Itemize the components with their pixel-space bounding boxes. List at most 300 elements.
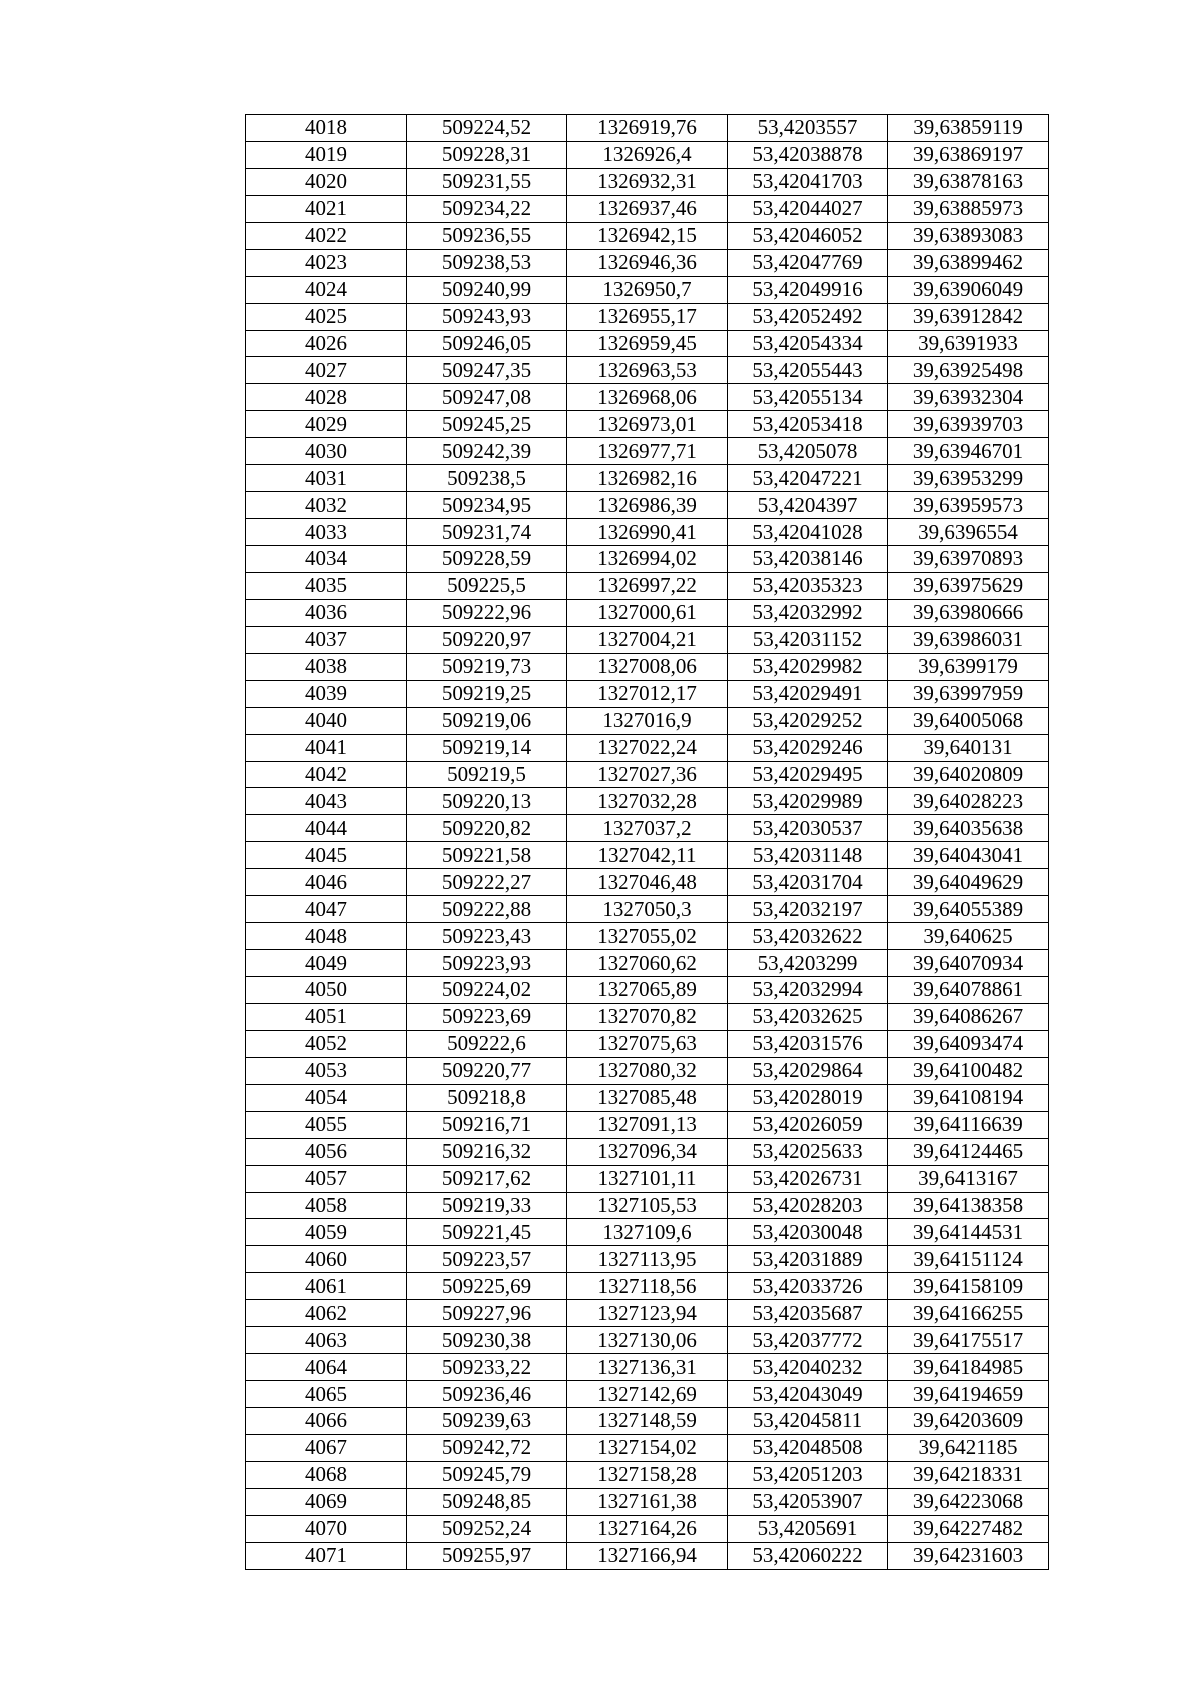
point-number-cell: 4068 xyxy=(246,1461,407,1488)
point-number-cell: 4036 xyxy=(246,599,407,626)
x-coordinate-cell: 509239,63 xyxy=(407,1408,567,1435)
point-number-cell: 4027 xyxy=(246,357,407,384)
y-coordinate-cell: 1327148,59 xyxy=(567,1408,728,1435)
point-number-cell: 4030 xyxy=(246,438,407,465)
longitude-cell: 39,6399179 xyxy=(888,653,1049,680)
longitude-cell: 39,6396554 xyxy=(888,519,1049,546)
x-coordinate-cell: 509222,6 xyxy=(407,1030,567,1057)
table-row xyxy=(246,1515,1049,1542)
point-number-cell: 4047 xyxy=(246,896,407,923)
latitude-cell: 53,42035687 xyxy=(728,1300,888,1327)
y-coordinate-cell: 1327154,02 xyxy=(567,1434,728,1461)
y-coordinate-cell: 1327142,69 xyxy=(567,1381,728,1408)
table-row xyxy=(246,1030,1049,1057)
y-coordinate-cell: 1327113,95 xyxy=(567,1246,728,1273)
table-row xyxy=(246,896,1049,923)
point-number-cell: 4024 xyxy=(246,276,407,303)
point-number-cell: 4042 xyxy=(246,761,407,788)
latitude-cell: 53,42025633 xyxy=(728,1138,888,1165)
point-number-cell: 4029 xyxy=(246,411,407,438)
longitude-cell: 39,63906049 xyxy=(888,276,1049,303)
y-coordinate-cell: 1327158,28 xyxy=(567,1461,728,1488)
point-number-cell: 4071 xyxy=(246,1542,407,1569)
x-coordinate-cell: 509242,72 xyxy=(407,1434,567,1461)
table-row xyxy=(246,1408,1049,1435)
y-coordinate-cell: 1327046,48 xyxy=(567,869,728,896)
table-row xyxy=(246,734,1049,761)
longitude-cell: 39,63925498 xyxy=(888,357,1049,384)
table-row xyxy=(246,1542,1049,1569)
longitude-cell: 39,63953299 xyxy=(888,465,1049,492)
longitude-cell: 39,64138358 xyxy=(888,1192,1049,1219)
y-coordinate-cell: 1327012,17 xyxy=(567,680,728,707)
x-coordinate-cell: 509224,52 xyxy=(407,115,567,142)
y-coordinate-cell: 1327080,32 xyxy=(567,1057,728,1084)
y-coordinate-cell: 1327060,62 xyxy=(567,950,728,977)
y-coordinate-cell: 1327022,24 xyxy=(567,734,728,761)
x-coordinate-cell: 509245,25 xyxy=(407,411,567,438)
x-coordinate-cell: 509220,97 xyxy=(407,626,567,653)
y-coordinate-cell: 1327096,34 xyxy=(567,1138,728,1165)
x-coordinate-cell: 509220,13 xyxy=(407,788,567,815)
point-number-cell: 4059 xyxy=(246,1219,407,1246)
table-row xyxy=(246,1246,1049,1273)
latitude-cell: 53,42048508 xyxy=(728,1434,888,1461)
x-coordinate-cell: 509221,58 xyxy=(407,842,567,869)
longitude-cell: 39,64151124 xyxy=(888,1246,1049,1273)
table-row xyxy=(246,1219,1049,1246)
longitude-cell: 39,64158109 xyxy=(888,1273,1049,1300)
latitude-cell: 53,42029864 xyxy=(728,1057,888,1084)
point-number-cell: 4018 xyxy=(246,115,407,142)
point-number-cell: 4020 xyxy=(246,168,407,195)
table-row xyxy=(246,950,1049,977)
table-row xyxy=(246,1273,1049,1300)
y-coordinate-cell: 1326942,15 xyxy=(567,222,728,249)
y-coordinate-cell: 1326926,4 xyxy=(567,141,728,168)
latitude-cell: 53,42052492 xyxy=(728,303,888,330)
y-coordinate-cell: 1327000,61 xyxy=(567,599,728,626)
latitude-cell: 53,42031152 xyxy=(728,626,888,653)
point-number-cell: 4046 xyxy=(246,869,407,896)
latitude-cell: 53,42049916 xyxy=(728,276,888,303)
longitude-cell: 39,63885973 xyxy=(888,195,1049,222)
point-number-cell: 4048 xyxy=(246,923,407,950)
latitude-cell: 53,4205078 xyxy=(728,438,888,465)
point-number-cell: 4023 xyxy=(246,249,407,276)
y-coordinate-cell: 1327130,06 xyxy=(567,1327,728,1354)
y-coordinate-cell: 1327166,94 xyxy=(567,1542,728,1569)
longitude-cell: 39,6421185 xyxy=(888,1434,1049,1461)
y-coordinate-cell: 1327109,6 xyxy=(567,1219,728,1246)
longitude-cell: 39,64055389 xyxy=(888,896,1049,923)
y-coordinate-cell: 1326977,71 xyxy=(567,438,728,465)
x-coordinate-cell: 509243,93 xyxy=(407,303,567,330)
table-row xyxy=(246,680,1049,707)
x-coordinate-cell: 509234,95 xyxy=(407,492,567,519)
longitude-cell: 39,63878163 xyxy=(888,168,1049,195)
point-number-cell: 4064 xyxy=(246,1354,407,1381)
x-coordinate-cell: 509218,8 xyxy=(407,1084,567,1111)
longitude-cell: 39,64166255 xyxy=(888,1300,1049,1327)
x-coordinate-cell: 509224,02 xyxy=(407,977,567,1004)
point-number-cell: 4055 xyxy=(246,1111,407,1138)
longitude-cell: 39,63859119 xyxy=(888,115,1049,142)
table-row xyxy=(246,1084,1049,1111)
table-row xyxy=(246,411,1049,438)
table-row xyxy=(246,761,1049,788)
latitude-cell: 53,42029252 xyxy=(728,707,888,734)
y-coordinate-cell: 1326997,22 xyxy=(567,572,728,599)
y-coordinate-cell: 1327105,53 xyxy=(567,1192,728,1219)
x-coordinate-cell: 509219,33 xyxy=(407,1192,567,1219)
coordinates-table xyxy=(245,114,1049,1570)
longitude-cell: 39,64049629 xyxy=(888,869,1049,896)
x-coordinate-cell: 509231,55 xyxy=(407,168,567,195)
x-coordinate-cell: 509223,43 xyxy=(407,923,567,950)
table-row xyxy=(246,519,1049,546)
y-coordinate-cell: 1326968,06 xyxy=(567,384,728,411)
x-coordinate-cell: 509216,32 xyxy=(407,1138,567,1165)
point-number-cell: 4021 xyxy=(246,195,407,222)
latitude-cell: 53,42031576 xyxy=(728,1030,888,1057)
x-coordinate-cell: 509240,99 xyxy=(407,276,567,303)
point-number-cell: 4045 xyxy=(246,842,407,869)
latitude-cell: 53,42030048 xyxy=(728,1219,888,1246)
point-number-cell: 4032 xyxy=(246,492,407,519)
longitude-cell: 39,64194659 xyxy=(888,1381,1049,1408)
y-coordinate-cell: 1327118,56 xyxy=(567,1273,728,1300)
latitude-cell: 53,42030537 xyxy=(728,815,888,842)
y-coordinate-cell: 1327016,9 xyxy=(567,707,728,734)
y-coordinate-cell: 1326919,76 xyxy=(567,115,728,142)
point-number-cell: 4033 xyxy=(246,519,407,546)
point-number-cell: 4063 xyxy=(246,1327,407,1354)
longitude-cell: 39,63980666 xyxy=(888,599,1049,626)
longitude-cell: 39,64043041 xyxy=(888,842,1049,869)
latitude-cell: 53,4203557 xyxy=(728,115,888,142)
latitude-cell: 53,42055134 xyxy=(728,384,888,411)
longitude-cell: 39,64108194 xyxy=(888,1084,1049,1111)
longitude-cell: 39,64078861 xyxy=(888,977,1049,1004)
longitude-cell: 39,64218331 xyxy=(888,1461,1049,1488)
latitude-cell: 53,42060222 xyxy=(728,1542,888,1569)
latitude-cell: 53,42029246 xyxy=(728,734,888,761)
x-coordinate-cell: 509220,77 xyxy=(407,1057,567,1084)
latitude-cell: 53,42046052 xyxy=(728,222,888,249)
x-coordinate-cell: 509222,27 xyxy=(407,869,567,896)
y-coordinate-cell: 1327123,94 xyxy=(567,1300,728,1327)
table-row xyxy=(246,1003,1049,1030)
point-number-cell: 4070 xyxy=(246,1515,407,1542)
table-row xyxy=(246,330,1049,357)
latitude-cell: 53,42038146 xyxy=(728,546,888,573)
latitude-cell: 53,42032197 xyxy=(728,896,888,923)
x-coordinate-cell: 509223,57 xyxy=(407,1246,567,1273)
x-coordinate-cell: 509252,24 xyxy=(407,1515,567,1542)
table-row xyxy=(246,1354,1049,1381)
table-row xyxy=(246,195,1049,222)
latitude-cell: 53,42031704 xyxy=(728,869,888,896)
latitude-cell: 53,42032625 xyxy=(728,1003,888,1030)
x-coordinate-cell: 509223,69 xyxy=(407,1003,567,1030)
table-row xyxy=(246,599,1049,626)
longitude-cell: 39,64100482 xyxy=(888,1057,1049,1084)
x-coordinate-cell: 509222,96 xyxy=(407,599,567,626)
x-coordinate-cell: 509234,22 xyxy=(407,195,567,222)
longitude-cell: 39,64124465 xyxy=(888,1138,1049,1165)
longitude-cell: 39,64175517 xyxy=(888,1327,1049,1354)
longitude-cell: 39,6391933 xyxy=(888,330,1049,357)
table-row xyxy=(246,249,1049,276)
point-number-cell: 4060 xyxy=(246,1246,407,1273)
latitude-cell: 53,42047769 xyxy=(728,249,888,276)
point-number-cell: 4035 xyxy=(246,572,407,599)
point-number-cell: 4043 xyxy=(246,788,407,815)
latitude-cell: 53,4204397 xyxy=(728,492,888,519)
latitude-cell: 53,42032622 xyxy=(728,923,888,950)
longitude-cell: 39,63986031 xyxy=(888,626,1049,653)
y-coordinate-cell: 1327032,28 xyxy=(567,788,728,815)
latitude-cell: 53,42054334 xyxy=(728,330,888,357)
y-coordinate-cell: 1326932,31 xyxy=(567,168,728,195)
latitude-cell: 53,42029491 xyxy=(728,680,888,707)
point-number-cell: 4039 xyxy=(246,680,407,707)
latitude-cell: 53,42037772 xyxy=(728,1327,888,1354)
y-coordinate-cell: 1326963,53 xyxy=(567,357,728,384)
x-coordinate-cell: 509230,38 xyxy=(407,1327,567,1354)
point-number-cell: 4031 xyxy=(246,465,407,492)
x-coordinate-cell: 509219,5 xyxy=(407,761,567,788)
latitude-cell: 53,42033726 xyxy=(728,1273,888,1300)
longitude-cell: 39,64227482 xyxy=(888,1515,1049,1542)
x-coordinate-cell: 509221,45 xyxy=(407,1219,567,1246)
y-coordinate-cell: 1326959,45 xyxy=(567,330,728,357)
table-row xyxy=(246,1057,1049,1084)
x-coordinate-cell: 509228,59 xyxy=(407,546,567,573)
x-coordinate-cell: 509219,06 xyxy=(407,707,567,734)
x-coordinate-cell: 509255,97 xyxy=(407,1542,567,1569)
table-row xyxy=(246,626,1049,653)
latitude-cell: 53,42038878 xyxy=(728,141,888,168)
point-number-cell: 4052 xyxy=(246,1030,407,1057)
longitude-cell: 39,640625 xyxy=(888,923,1049,950)
latitude-cell: 53,42041028 xyxy=(728,519,888,546)
y-coordinate-cell: 1327075,63 xyxy=(567,1030,728,1057)
y-coordinate-cell: 1327101,11 xyxy=(567,1165,728,1192)
x-coordinate-cell: 509216,71 xyxy=(407,1111,567,1138)
table-row xyxy=(246,1434,1049,1461)
table-row xyxy=(246,438,1049,465)
point-number-cell: 4022 xyxy=(246,222,407,249)
table-row xyxy=(246,1488,1049,1515)
y-coordinate-cell: 1327091,13 xyxy=(567,1111,728,1138)
point-number-cell: 4037 xyxy=(246,626,407,653)
latitude-cell: 53,42055443 xyxy=(728,357,888,384)
latitude-cell: 53,42044027 xyxy=(728,195,888,222)
latitude-cell: 53,42045811 xyxy=(728,1408,888,1435)
x-coordinate-cell: 509238,5 xyxy=(407,465,567,492)
y-coordinate-cell: 1327136,31 xyxy=(567,1354,728,1381)
longitude-cell: 39,63970893 xyxy=(888,546,1049,573)
x-coordinate-cell: 509217,62 xyxy=(407,1165,567,1192)
table-row xyxy=(246,384,1049,411)
table-row xyxy=(246,115,1049,142)
latitude-cell: 53,42053907 xyxy=(728,1488,888,1515)
table-row xyxy=(246,1327,1049,1354)
table-row xyxy=(246,572,1049,599)
point-number-cell: 4050 xyxy=(246,977,407,1004)
y-coordinate-cell: 1327050,3 xyxy=(567,896,728,923)
table-row xyxy=(246,141,1049,168)
longitude-cell: 39,63959573 xyxy=(888,492,1049,519)
y-coordinate-cell: 1326982,16 xyxy=(567,465,728,492)
point-number-cell: 4053 xyxy=(246,1057,407,1084)
y-coordinate-cell: 1326955,17 xyxy=(567,303,728,330)
x-coordinate-cell: 509247,35 xyxy=(407,357,567,384)
longitude-cell: 39,63893083 xyxy=(888,222,1049,249)
longitude-cell: 39,63932304 xyxy=(888,384,1049,411)
longitude-cell: 39,64005068 xyxy=(888,707,1049,734)
table-row xyxy=(246,276,1049,303)
table-row xyxy=(246,168,1049,195)
y-coordinate-cell: 1327055,02 xyxy=(567,923,728,950)
point-number-cell: 4058 xyxy=(246,1192,407,1219)
longitude-cell: 39,64070934 xyxy=(888,950,1049,977)
table-row xyxy=(246,1192,1049,1219)
table-row xyxy=(246,842,1049,869)
x-coordinate-cell: 509245,79 xyxy=(407,1461,567,1488)
latitude-cell: 53,42028019 xyxy=(728,1084,888,1111)
longitude-cell: 39,64203609 xyxy=(888,1408,1049,1435)
point-number-cell: 4040 xyxy=(246,707,407,734)
y-coordinate-cell: 1327042,11 xyxy=(567,842,728,869)
table-body xyxy=(246,115,1049,1570)
point-number-cell: 4026 xyxy=(246,330,407,357)
latitude-cell: 53,42031148 xyxy=(728,842,888,869)
point-number-cell: 4049 xyxy=(246,950,407,977)
table-row xyxy=(246,788,1049,815)
table-row xyxy=(246,1461,1049,1488)
x-coordinate-cell: 509222,88 xyxy=(407,896,567,923)
table-row xyxy=(246,465,1049,492)
point-number-cell: 4067 xyxy=(246,1434,407,1461)
longitude-cell: 39,64020809 xyxy=(888,761,1049,788)
longitude-cell: 39,64184985 xyxy=(888,1354,1049,1381)
x-coordinate-cell: 509219,25 xyxy=(407,680,567,707)
longitude-cell: 39,64144531 xyxy=(888,1219,1049,1246)
point-number-cell: 4061 xyxy=(246,1273,407,1300)
x-coordinate-cell: 509225,69 xyxy=(407,1273,567,1300)
point-number-cell: 4028 xyxy=(246,384,407,411)
latitude-cell: 53,42032994 xyxy=(728,977,888,1004)
longitude-cell: 39,63912842 xyxy=(888,303,1049,330)
longitude-cell: 39,64116639 xyxy=(888,1111,1049,1138)
x-coordinate-cell: 509219,14 xyxy=(407,734,567,761)
latitude-cell: 53,42040232 xyxy=(728,1354,888,1381)
longitude-cell: 39,64231603 xyxy=(888,1542,1049,1569)
latitude-cell: 53,42029982 xyxy=(728,653,888,680)
table-row xyxy=(246,1138,1049,1165)
latitude-cell: 53,42035323 xyxy=(728,572,888,599)
latitude-cell: 53,42047221 xyxy=(728,465,888,492)
longitude-cell: 39,63939703 xyxy=(888,411,1049,438)
x-coordinate-cell: 509231,74 xyxy=(407,519,567,546)
table-row xyxy=(246,357,1049,384)
y-coordinate-cell: 1326973,01 xyxy=(567,411,728,438)
table-row xyxy=(246,977,1049,1004)
point-number-cell: 4054 xyxy=(246,1084,407,1111)
x-coordinate-cell: 509236,55 xyxy=(407,222,567,249)
longitude-cell: 39,63899462 xyxy=(888,249,1049,276)
latitude-cell: 53,42029989 xyxy=(728,788,888,815)
longitude-cell: 39,64028223 xyxy=(888,788,1049,815)
latitude-cell: 53,42053418 xyxy=(728,411,888,438)
x-coordinate-cell: 509220,82 xyxy=(407,815,567,842)
point-number-cell: 4051 xyxy=(246,1003,407,1030)
point-number-cell: 4025 xyxy=(246,303,407,330)
point-number-cell: 4065 xyxy=(246,1381,407,1408)
y-coordinate-cell: 1327070,82 xyxy=(567,1003,728,1030)
y-coordinate-cell: 1327065,89 xyxy=(567,977,728,1004)
latitude-cell: 53,4205691 xyxy=(728,1515,888,1542)
latitude-cell: 53,42041703 xyxy=(728,168,888,195)
latitude-cell: 53,42026731 xyxy=(728,1165,888,1192)
longitude-cell: 39,64086267 xyxy=(888,1003,1049,1030)
table-row xyxy=(246,303,1049,330)
x-coordinate-cell: 509223,93 xyxy=(407,950,567,977)
longitude-cell: 39,63997959 xyxy=(888,680,1049,707)
longitude-cell: 39,63869197 xyxy=(888,141,1049,168)
y-coordinate-cell: 1327037,2 xyxy=(567,815,728,842)
longitude-cell: 39,640131 xyxy=(888,734,1049,761)
x-coordinate-cell: 509219,73 xyxy=(407,653,567,680)
point-number-cell: 4069 xyxy=(246,1488,407,1515)
longitude-cell: 39,64093474 xyxy=(888,1030,1049,1057)
latitude-cell: 53,42028203 xyxy=(728,1192,888,1219)
table-row xyxy=(246,1300,1049,1327)
point-number-cell: 4066 xyxy=(246,1408,407,1435)
table-row xyxy=(246,707,1049,734)
y-coordinate-cell: 1327161,38 xyxy=(567,1488,728,1515)
table-row xyxy=(246,1165,1049,1192)
point-number-cell: 4044 xyxy=(246,815,407,842)
table-row xyxy=(246,869,1049,896)
table-row xyxy=(246,546,1049,573)
longitude-cell: 39,63975629 xyxy=(888,572,1049,599)
point-number-cell: 4056 xyxy=(246,1138,407,1165)
x-coordinate-cell: 509225,5 xyxy=(407,572,567,599)
longitude-cell: 39,64035638 xyxy=(888,815,1049,842)
latitude-cell: 53,42029495 xyxy=(728,761,888,788)
latitude-cell: 53,42032992 xyxy=(728,599,888,626)
y-coordinate-cell: 1326950,7 xyxy=(567,276,728,303)
table-row xyxy=(246,222,1049,249)
x-coordinate-cell: 509228,31 xyxy=(407,141,567,168)
x-coordinate-cell: 509248,85 xyxy=(407,1488,567,1515)
x-coordinate-cell: 509236,46 xyxy=(407,1381,567,1408)
longitude-cell: 39,63946701 xyxy=(888,438,1049,465)
y-coordinate-cell: 1327164,26 xyxy=(567,1515,728,1542)
latitude-cell: 53,42051203 xyxy=(728,1461,888,1488)
point-number-cell: 4041 xyxy=(246,734,407,761)
table-row xyxy=(246,815,1049,842)
table-row xyxy=(246,1111,1049,1138)
table-row xyxy=(246,1381,1049,1408)
y-coordinate-cell: 1327027,36 xyxy=(567,761,728,788)
y-coordinate-cell: 1327008,06 xyxy=(567,653,728,680)
x-coordinate-cell: 509247,08 xyxy=(407,384,567,411)
